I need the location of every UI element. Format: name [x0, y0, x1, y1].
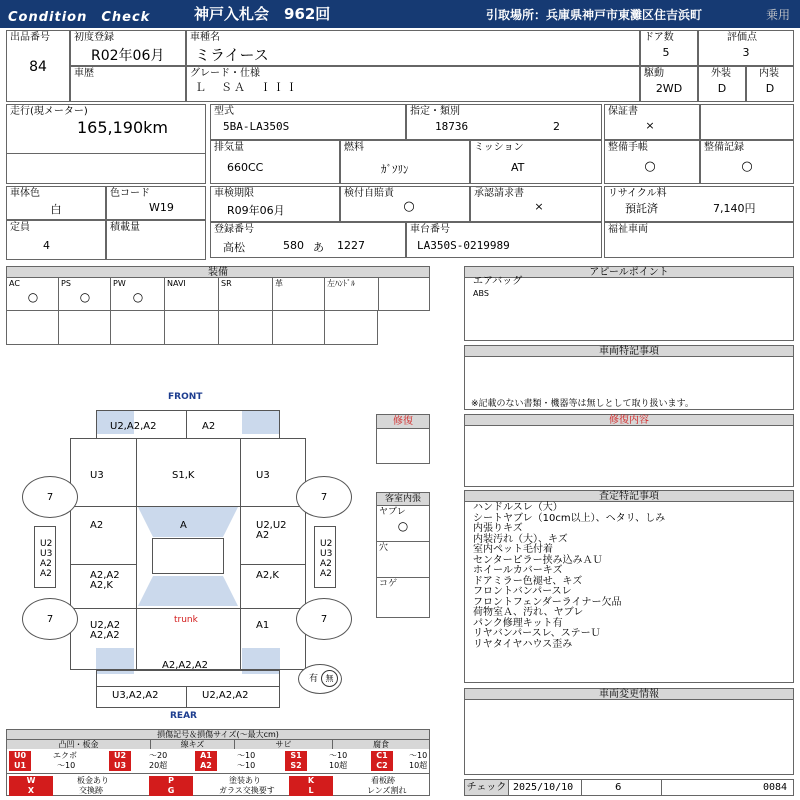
- legend-code: L: [289, 786, 333, 796]
- legend-desc: 板金あり: [77, 776, 109, 785]
- mark-door-rr: A2,K: [256, 570, 279, 581]
- legend-code: C2: [371, 761, 393, 771]
- legend-code: C1: [371, 751, 393, 761]
- legend-code: U2: [109, 751, 131, 761]
- changes-box: [464, 699, 794, 775]
- color-code-box: [106, 186, 206, 220]
- repair-box: [376, 414, 430, 464]
- legend-group-scratch: 線キズ: [151, 740, 235, 749]
- fuel-box: [340, 140, 470, 184]
- interior: D: [765, 82, 775, 95]
- transmission: AT: [511, 161, 525, 174]
- score: 3: [742, 46, 750, 59]
- interior-damage-box: [376, 492, 430, 618]
- equipment-grid-row2: [6, 311, 378, 345]
- fuel-label: 燃料: [344, 142, 364, 153]
- recycle-fee: 7,140円: [713, 202, 756, 215]
- equip-navi: NAVI: [165, 277, 219, 310]
- equip-ps: PS ○: [59, 277, 111, 310]
- legend-desc: ガラス交換要す: [219, 786, 275, 795]
- model-name: ミライース: [195, 46, 269, 64]
- legend-desc: 〜10: [329, 751, 348, 760]
- legend-code: W: [9, 776, 53, 786]
- repair-content-box: [464, 425, 794, 487]
- auction-name: 神戸入札会 962回: [194, 5, 331, 23]
- mark-hood: S1,K: [172, 470, 195, 481]
- plate-label: 登録番号: [214, 224, 254, 235]
- legend-desc: 〜10: [237, 761, 256, 770]
- legend-code: U0: [9, 751, 31, 761]
- recycle-label: リサイクル料: [608, 188, 667, 199]
- doors-label: ドア数: [644, 32, 674, 43]
- capacity: 4: [43, 239, 50, 252]
- legend-code: A2: [195, 761, 217, 771]
- special-notes-title: 車両特記事項: [464, 345, 794, 357]
- interior-box: [746, 66, 794, 102]
- legend-group-corrosion: 腐食: [333, 740, 429, 749]
- legend-code: P: [149, 776, 193, 786]
- mark-bumper-rr: U2,A2,A2: [202, 690, 249, 701]
- interior-tear-label: ヤブレ: [379, 507, 406, 517]
- maintenance-record-box: [700, 140, 794, 184]
- repair-content-title: 修復内容: [464, 414, 794, 426]
- appeal-line: エアバッグ: [473, 276, 523, 287]
- model-name-label: 車種名: [190, 32, 220, 43]
- designation: 18736: [435, 120, 469, 133]
- mark-front-left: U2,A2,A2: [110, 421, 157, 432]
- mark-fender-left: U3: [90, 470, 104, 481]
- exterior-label: 外装: [711, 68, 731, 79]
- drive-label: 駆動: [644, 68, 664, 79]
- grade-box: [186, 66, 640, 102]
- interior-burn-label: コゲ: [379, 579, 398, 589]
- mark-sill-right-4: A2: [320, 569, 332, 579]
- inspection-box: [210, 186, 340, 222]
- manual: ○: [644, 159, 656, 174]
- interior-damage-title: 客室内張: [377, 493, 429, 506]
- equip-pw: PW ○: [111, 277, 165, 310]
- note-line: ドアミラー色褪せ、キズ: [473, 575, 583, 587]
- legend-desc: 10超: [409, 761, 428, 770]
- rear-label: REAR: [170, 711, 197, 721]
- manual-box: [604, 140, 700, 184]
- maintenance-record: ○: [741, 159, 753, 174]
- check-label: チェック: [465, 780, 509, 795]
- load-box: [106, 220, 206, 260]
- designation-label: 指定・類別: [410, 106, 460, 117]
- sheet-title: Condition Check: [8, 10, 151, 25]
- plate-number: 1227: [337, 239, 365, 252]
- first-reg-box: [70, 30, 186, 66]
- mark-sill-right-2: U3: [320, 549, 333, 559]
- inspection-notes-list: [473, 503, 665, 650]
- approval: ×: [534, 200, 544, 213]
- spare-label: 有: [309, 674, 319, 684]
- check-number: 0084: [763, 782, 788, 793]
- check-code: 6: [615, 782, 622, 793]
- legend-desc: 20超: [149, 761, 168, 770]
- approval-label: 承認請求書: [474, 188, 524, 199]
- chassis-box: [406, 222, 602, 258]
- mark-fender-right: U3: [256, 470, 270, 481]
- equipment-grid: [6, 277, 430, 311]
- chassis-label: 車台番号: [410, 224, 450, 235]
- note-line: フロントフェンダーライナー欠品: [473, 596, 622, 608]
- equipment-title: 装備: [6, 266, 430, 278]
- mark-sill-left-3: A2: [40, 559, 52, 569]
- special-notes-text: ※記載のない書類・機器等は無しとして取り扱います。: [471, 399, 694, 409]
- trunk-label: trunk: [174, 615, 198, 625]
- damage-diagram: [0, 380, 376, 725]
- mark-door-fr-2: A2: [256, 530, 270, 541]
- tire-rl: 7: [22, 598, 78, 640]
- spare-tire: [298, 664, 342, 694]
- legend-desc: 〜10: [237, 751, 256, 760]
- displacement: 660CC: [227, 161, 264, 174]
- plate-kana: あ: [313, 241, 324, 254]
- mark-door-rl-2: A2,K: [90, 580, 113, 591]
- equip-ac: AC ○: [7, 277, 59, 310]
- equip-lhd: 左ﾊﾝﾄﾞﾙ: [325, 277, 379, 310]
- first-reg-label: 初度登録: [74, 32, 114, 43]
- chassis: LA350S-0219989: [417, 239, 510, 252]
- note-line: 内装汚れ（大）、キズ: [473, 533, 568, 545]
- welfare-label: 福祉車両: [608, 224, 648, 235]
- interior-tear: ○: [397, 519, 409, 533]
- legend-code: X: [9, 786, 53, 796]
- score-box: [698, 30, 794, 66]
- appeal-box: [464, 277, 794, 341]
- capacity-box: [6, 220, 106, 260]
- fuel: ｶﾞｿﾘﾝ: [381, 163, 409, 176]
- interior-hole-label: 穴: [379, 543, 389, 553]
- note-line: パンク修理キット有: [473, 617, 563, 629]
- lot-number: 84: [29, 59, 47, 75]
- transmission-label: ミッション: [474, 142, 524, 153]
- body-color: 白: [50, 203, 62, 216]
- mark-rear-panel: A2,A2,A2: [162, 660, 208, 671]
- inspection-notes-title: 査定特記事項: [464, 490, 794, 502]
- mark-quarter-left-1: U2,A2: [90, 620, 121, 631]
- mileage: 165,190km: [77, 118, 169, 137]
- mark-sill-right-1: U2: [320, 539, 333, 549]
- history-box: [70, 66, 186, 102]
- welfare-box: [604, 222, 794, 258]
- approval-box: [470, 186, 602, 222]
- inspection: R09年06月: [227, 204, 285, 217]
- exterior: D: [717, 82, 727, 95]
- mileage-label: 走行(現メーター): [10, 106, 88, 117]
- self-liability: ○: [403, 199, 415, 214]
- history-label: 車歴: [74, 68, 94, 79]
- note-line: リヤタイヤハウス歪み: [473, 638, 573, 650]
- mileage-box: [6, 104, 206, 184]
- self-liability-label: 検付自賠責: [344, 188, 394, 199]
- legend-desc: 10超: [329, 761, 348, 770]
- interior-label: 内装: [759, 68, 779, 79]
- warranty-label: 保証書: [608, 106, 638, 117]
- drive: 2WD: [655, 82, 683, 95]
- score-label: 評価点: [727, 32, 757, 43]
- mark-roof: A: [180, 520, 187, 531]
- note-line: 内張りキズ: [473, 523, 523, 534]
- mark-sill-left-1: U2: [40, 539, 53, 549]
- inspection-notes-box: [464, 501, 794, 683]
- note-line: ホイールカバーキズ: [473, 565, 563, 576]
- grade-label: グレード・仕様: [190, 68, 260, 79]
- warranty-extra-box: [700, 104, 794, 140]
- special-notes-box: [464, 356, 794, 410]
- model-code-label: 型式: [214, 106, 234, 117]
- recycle-box: [604, 186, 794, 222]
- legend-desc: レンズ割れ: [367, 786, 407, 795]
- category: 2: [553, 120, 560, 133]
- plate-box: [210, 222, 406, 258]
- header-bar: [0, 0, 800, 28]
- load-label: 積載量: [110, 222, 140, 233]
- note-line: シートヤブレ（10cm以上）、ヘタリ、しみ: [473, 512, 666, 524]
- body-color-box: [6, 186, 106, 220]
- legend-desc: 〜20: [149, 751, 168, 760]
- plate-class: 580: [283, 239, 304, 252]
- front-label: FRONT: [168, 392, 203, 402]
- doors-box: [640, 30, 698, 66]
- lot-number-label: 出品番号: [10, 32, 50, 43]
- legend-code: S2: [285, 761, 307, 771]
- drive-box: [640, 66, 698, 102]
- tire-fl: 7: [22, 476, 78, 518]
- model-code: 5BA-LA350S: [223, 120, 290, 133]
- note-line: 荷物室Ａ、汚れ、ヤブレ: [473, 607, 584, 618]
- displacement-box: [210, 140, 340, 184]
- exterior-box: [698, 66, 746, 102]
- legend-code: A1: [195, 751, 217, 761]
- legend-desc: 交換跡: [79, 786, 103, 795]
- maintenance-record-label: 整備記録: [704, 142, 744, 153]
- mark-quarter-left-2: A2,A2: [90, 630, 120, 641]
- transmission-box: [470, 140, 602, 184]
- legend-desc: 看板跡: [371, 776, 395, 785]
- repair-label: 修復: [377, 415, 429, 429]
- pickup-location: 引取場所：兵庫県神戸市東灘区住吉浜町: [486, 8, 703, 22]
- equip-leather: 革: [273, 277, 325, 310]
- capacity-label: 定員: [10, 222, 30, 233]
- doors: 5: [662, 46, 670, 59]
- first-reg: R02年06月: [91, 48, 165, 64]
- changes-title: 車両変更情報: [464, 688, 794, 700]
- mark-sill-left-2: U3: [40, 549, 53, 559]
- displacement-label: 排気量: [214, 142, 244, 153]
- plate-region: 高松: [223, 241, 245, 254]
- legend-desc: 〜10: [57, 761, 76, 770]
- note-line: センターピラー挟み込みＡＵ: [473, 554, 603, 566]
- spare-mark: 無: [321, 670, 338, 687]
- legend-desc: 〜10: [409, 751, 428, 760]
- legend-group-dent: 凸凹・板金: [7, 740, 151, 749]
- mark-trunk-right: A1: [256, 620, 270, 631]
- mark-sill-left-4: A2: [40, 569, 52, 579]
- manual-label: 整備手帳: [608, 142, 648, 153]
- legend-code: U3: [109, 761, 131, 771]
- recycle-status: 預託済: [625, 202, 658, 215]
- mark-bumper-rl: U3,A2,A2: [112, 690, 159, 701]
- legend-code: U1: [9, 761, 31, 771]
- mark-door-fr-1: U2,U2: [256, 520, 287, 531]
- warranty: ×: [645, 119, 655, 132]
- mark-door-fl: A2: [90, 520, 104, 531]
- note-line: リヤバンパースレ、ステーＵ: [473, 628, 601, 639]
- lot-number-box: [6, 30, 70, 102]
- legend-code: S1: [285, 751, 307, 761]
- legend-desc: エクボ: [53, 751, 77, 760]
- legend-code: K: [289, 776, 333, 786]
- legend-code: G: [149, 786, 193, 796]
- tire-rr: 7: [296, 598, 352, 640]
- body-color-label: 車体色: [10, 188, 40, 199]
- model-code-box: [210, 104, 406, 140]
- self-liability-box: [340, 186, 470, 222]
- inspection-label: 車検期限: [214, 188, 254, 199]
- tire-fr: 7: [296, 476, 352, 518]
- equip-sr: SR: [219, 277, 273, 310]
- warranty-box: [604, 104, 700, 140]
- check-date: 2025/10/10: [513, 782, 574, 793]
- grade: Ｌ ＳＡ ＩＩＩ: [195, 81, 299, 94]
- mark-sill-right-3: A2: [320, 559, 332, 569]
- legend-title: 損傷記号＆損傷サイズ(〜最大cm): [7, 730, 429, 740]
- note-line: ハンドルスレ（大）: [473, 502, 563, 513]
- vehicle-type: 乗用: [766, 8, 791, 22]
- mark-door-rl-1: A2,A2: [90, 570, 120, 581]
- color-code: W19: [149, 201, 174, 214]
- legend-desc: 塗装あり: [229, 776, 261, 785]
- color-code-label: 色コード: [110, 188, 150, 199]
- designation-box: [406, 104, 602, 140]
- note-line: フロントバンパースレ: [473, 586, 572, 597]
- legend-group-rust: サビ: [235, 740, 333, 749]
- model-name-box: [186, 30, 640, 66]
- check-row: [464, 779, 794, 796]
- note-line: 室内ペット毛付着: [473, 544, 553, 555]
- appeal-line: ABS: [473, 289, 489, 298]
- legend: [6, 729, 430, 796]
- mark-front-right: A2: [202, 421, 216, 432]
- appeal-title: アピールポイント: [464, 266, 794, 278]
